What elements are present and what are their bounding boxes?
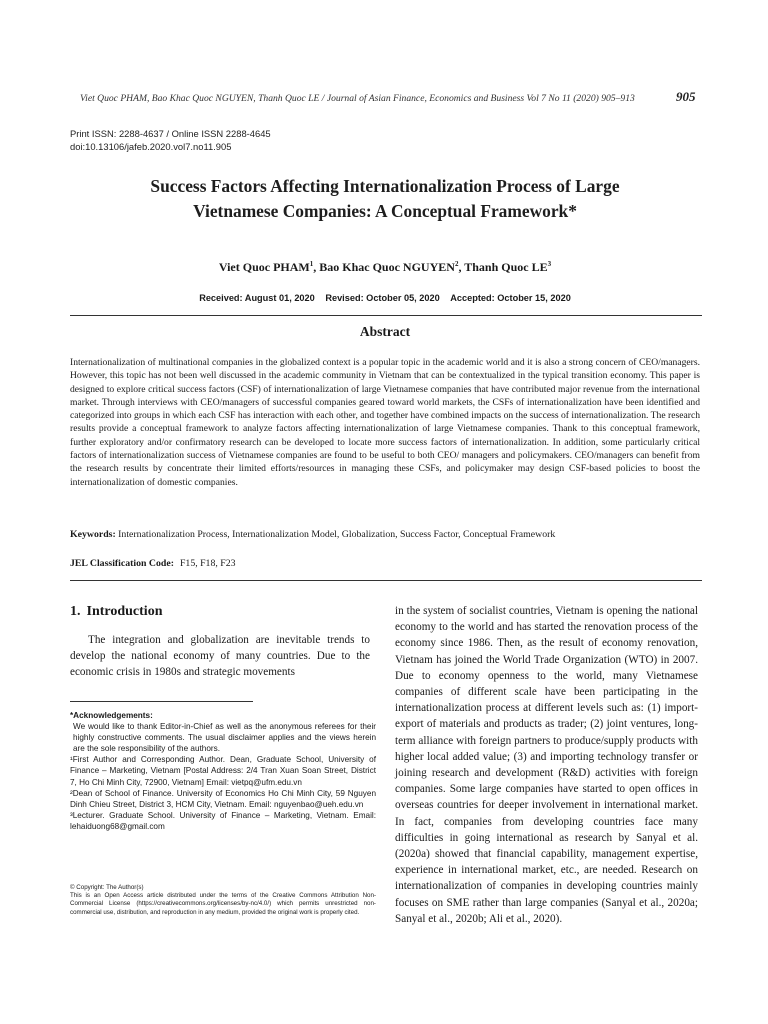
copyright-notice [70,884,376,917]
doi-line[interactable]: doi:10.13106/jafeb.2020.vol7.no11.905 [70,141,232,152]
received-date: Received: August 01, 2020 [199,293,315,303]
page-number: 905 [676,89,696,104]
jel-codes: F15, F18, F23 [179,558,236,569]
author-separator: , [313,260,320,274]
abstract-body: Internationalization of multinational companies in the globalized context is a popular topic in the academic world and it is also a strong concern of CEO/managers. However, this topic has not been well discussed in the academic community in Vietnam that can be contextualized in the typical transition economy. This paper is designed to explore critical success factors (CSF) of internationalization of large Vietnamese companies that have contributed major revenue from the international market. Through interviews with CEO/managers of successful companies geared toward world markets, the CSFs of internationalization have been identified and categorized into groups in which each CSF has interaction with each other, and together have combined impacts on the success of internationalization. The research results provide a conceptual framework to analyze factors affecting internationalization of large Vietnamese companies. Thank to this conceptual framework, further exploratory and/or confirmatory research can be developed to locate more success factors of internationalization. In addition, some particularly critical factors of internationalization success of Vietnamese companies are found to be useful to both CEO/ managers and policymakers. CEO/managers can benefit from the research results by concentrate their limited efforts/resources in managing these CSFs, and policymaker may design CSF-based policies to boost the internationalization of domestic companies. [70,357,700,488]
section-heading-introduction [70,604,370,620]
keywords-text: Internationalization Process, Internationalization Model, Globalization, Success Factor, Conceptual Framework [118,529,556,540]
keywords-label: Keywords: [70,529,116,540]
copyright-line: © Copyright: The Author(s) [70,884,144,891]
footnote-3: ³Lecturer. Graduate School. University of Finance – Marketing, Vietnam. Email: lehaiduong68@gmail.com [70,810,376,831]
footnotes [70,710,376,832]
running-head: Viet Quoc PHAM, Bao Khac Quoc NGUYEN, Thanh Quoc LE / Journal of Asian Finance, Economics and Business Vol 7 No 11 (2020) 905–913 [80,93,635,104]
accepted-date: Accepted: October 15, 2020 [450,293,571,303]
section-number: 1. [70,604,81,619]
paper-title [70,174,700,224]
author-2-affiliation: 2 [454,260,459,268]
author-separator: , [458,260,465,274]
author-3-affiliation: 3 [547,260,552,268]
footnote-divider [70,701,253,702]
author-1-affiliation: 1 [309,260,314,268]
author-3: Thanh Quoc LE [464,260,548,274]
keywords [70,529,700,540]
divider-bottom [70,580,702,581]
abstract-heading: Abstract [359,324,411,339]
jel-label: JEL Classification Code: [70,558,174,569]
title-line-1: Success Factors Affecting Internationalization Process of Large [150,176,620,196]
section-title: Introduction [86,604,163,619]
author-2: Bao Khac Quoc NGUYEN [319,260,455,274]
submission-dates [70,293,700,303]
acknowledgements-text: We would like to thank Editor-in-Chief as well as the anonymous referees for their highly constructive comments. The usual disclaimer applies and the views herein are the sole responsibility of the authors. [73,722,376,754]
divider-top [70,315,702,316]
author-list [70,260,700,275]
license-text: This is an Open Access article distributed under the terms of the Creative Commons Attribution Non-Commercial License (https://creativecommons.org/licenses/by-nc/4.0/) which permits unrestricted non-commercial use, distribution, and reproduction in any medium, provided the original work is properly cited. [70,892,376,916]
acknowledgements-label: *Acknowledgements: [70,711,153,720]
introduction-paragraph-left: The integration and globalization are inevitable trends to develop the national economy of many countries. Due to the economic crisis in 1980s and strategic movements [70,634,370,679]
footnote-1: ¹First Author and Corresponding Author. Dean, Graduate School, University of Finance – Marketing, Vietnam [Postal Address: 2/4 Tran Xuan Soan Street, District 7, Ho Chi Minh City, 72900, Vietnam] Email: vietpq@ufm.edu.vn [70,755,376,787]
issn-line: Print ISSN: 2288-4637 / Online ISSN 2288-4645 [70,128,271,139]
jel-classification [70,558,700,569]
title-line-2: Vietnamese Companies: A Conceptual Framework* [193,201,577,221]
author-1: Viet Quoc PHAM [218,260,310,274]
revised-date: Revised: October 05, 2020 [325,293,440,303]
footnote-2: ²Dean of School of Finance. University of Economics Ho Chi Minh City, 59 Nguyen Dinh Chieu Street, District 3, HCM City, Vietnam. Email: nguyenbao@ueh.edu.vn [70,788,376,809]
introduction-paragraph-right: in the system of socialist countries, Vietnam is opening the national economy to the world and has started the renovation process of the economy since 1986. Then, as the result of economy renovation, Vietnam has joined the World Trade Organization (WTO) in 2007. Due to economy openness to the world, many Vietnamese companies of different scale have been participating in the internationalization process at different levels such as: (1) import-export of materials and products as trader; (2) joint ventures, long-term alliance with foreign partners to produce/supply products with higher local added value; (3) and importing technology transfer or joining research and development (R&D) activities with foreign companies. Some large companies have started to open offices in overseas countries for deeper involvement in international market. In fact, companies from developing countries face many difficulties in going international as research by Sanyal et al. (2020a) showed that financial capability, management expertise, experience in international market, etc., are needed. Research on internationalization of companies in developing countries mainly focuses on SME rather than large companies (Sanyal et al., 2020a; Sanyal et al., 2020b; Ali et al., 2020). [395,605,698,925]
